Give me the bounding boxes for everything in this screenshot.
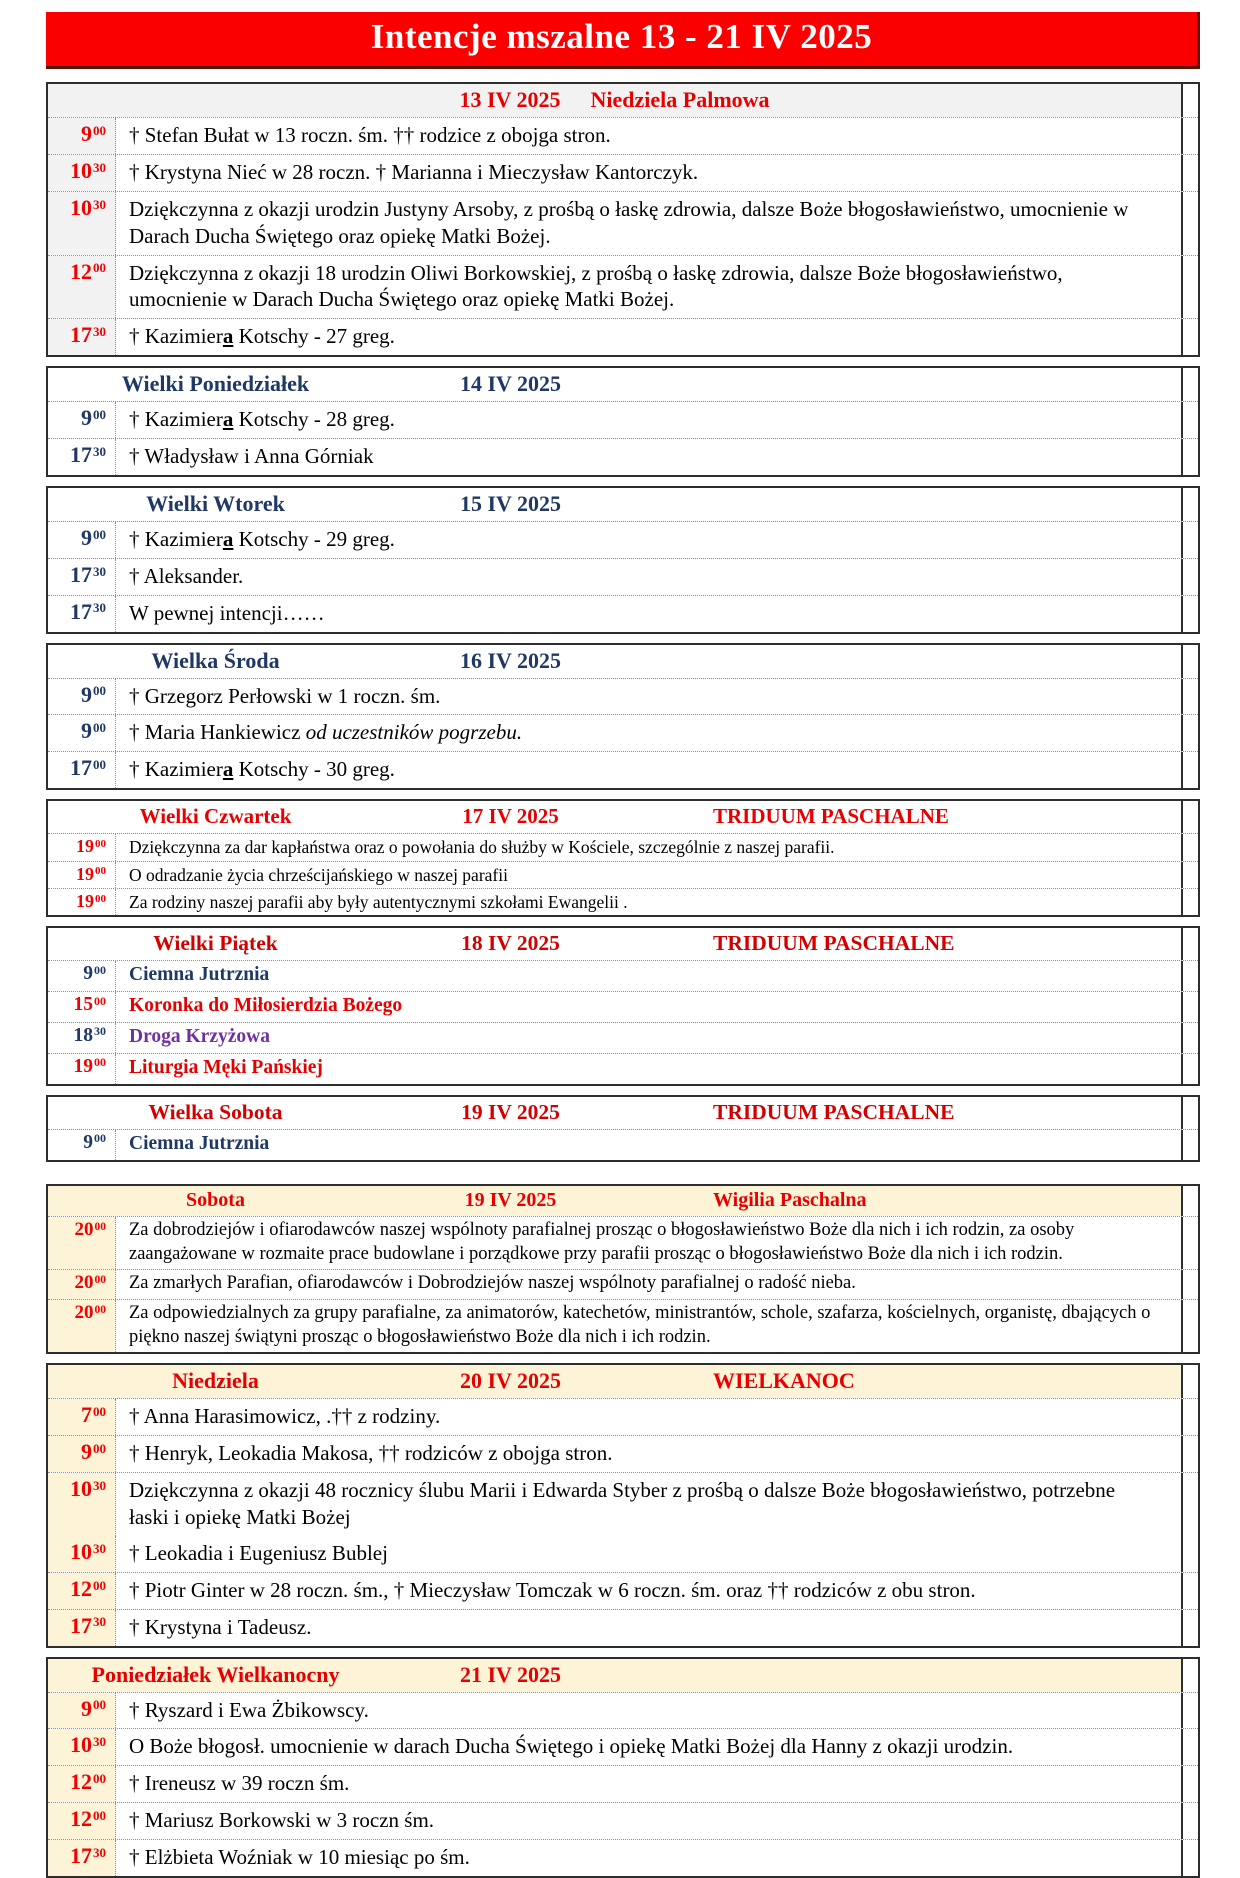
mass-time-hour: 12 <box>70 1769 92 1795</box>
section-date: 16 IV 2025 <box>459 647 562 673</box>
mass-time-hour: 10 <box>70 1732 92 1758</box>
intention-row <box>48 1609 1198 1646</box>
mass-time-hour: 19 <box>76 890 94 911</box>
mass-time-hour: 9 <box>81 681 92 707</box>
section-header <box>48 1659 1198 1692</box>
mass-time <box>48 1217 116 1269</box>
section-header-main <box>48 801 1181 833</box>
intention-row <box>48 888 1198 915</box>
mass-time-hour: 19 <box>76 863 94 884</box>
mass-time-hour: 12 <box>70 258 92 284</box>
right-margin-column <box>1181 1300 1198 1352</box>
mass-time-minutes: 00 <box>95 892 106 905</box>
intention-text: Koronka do Miłosierdzia Bożego <box>129 995 403 1017</box>
right-margin-column <box>1181 928 1198 960</box>
intention-text-segment: Kotschy - 28 greg. <box>233 407 395 432</box>
intention-text-segment: Kotschy - 29 greg. <box>233 526 395 551</box>
intention-row <box>48 714 1198 751</box>
intention-row <box>48 1435 1198 1472</box>
mass-time-hour: 17 <box>70 1843 92 1869</box>
mass-time <box>48 439 116 475</box>
right-margin-column <box>1181 645 1198 678</box>
mass-time-hour: 10 <box>70 194 92 220</box>
section-day-name: Wielka Sobota <box>148 1100 283 1125</box>
mass-time-minutes: 00 <box>94 962 106 977</box>
section-header-main <box>48 488 1181 521</box>
section-header-main <box>48 1659 1181 1692</box>
mass-time-minutes: 30 <box>93 1477 106 1493</box>
mass-time-minutes: 00 <box>93 1807 106 1823</box>
mass-time <box>48 1729 116 1765</box>
mass-time-hour: 15 <box>73 994 93 1016</box>
mass-time <box>48 992 116 1022</box>
section-header-main <box>48 928 1181 960</box>
intention-row <box>48 1692 1198 1729</box>
intention-text: † Stefan Bułat w 13 roczn. śm. †† rodzice z obojga stron. <box>129 123 611 147</box>
section-day-name: Wielki Piątek <box>153 931 278 956</box>
section-extra-label: WIELKANOC <box>713 1368 855 1394</box>
intention-text <box>116 715 1181 751</box>
mass-time <box>48 862 116 888</box>
section-date: 20 IV 2025 <box>459 1368 562 1394</box>
intention-text: † Piotr Ginter w 28 roczn. śm., † Mieczysław Tomczak w 6 roczn. śm. oraz †† rodziców z obu stron. <box>129 1577 976 1602</box>
mass-time-hour: 9 <box>81 524 92 550</box>
intention-text: Za zmarłych Parafian, ofiarodawców i Dobrodziejów naszej wspólnoty parafialnej o radość nieba. <box>129 1273 856 1294</box>
mass-time-hour: 10 <box>70 1476 92 1502</box>
right-margin-column <box>1181 1473 1198 1536</box>
mass-time <box>48 1399 116 1435</box>
right-margin-column <box>1181 801 1198 833</box>
mass-time-hour: 17 <box>70 755 92 781</box>
mass-time <box>48 1610 116 1646</box>
intention-text: Liturgia Męki Pańskiej <box>129 1057 323 1079</box>
mass-time <box>48 1840 116 1876</box>
right-margin-column <box>1181 1270 1198 1299</box>
right-margin-column <box>1181 256 1198 319</box>
section-date: 21 IV 2025 <box>459 1661 562 1687</box>
intention-row <box>48 255 1198 319</box>
mass-time <box>48 402 116 438</box>
section-header-main <box>48 1097 1181 1129</box>
section-header <box>48 801 1198 833</box>
mass-time <box>48 1023 116 1053</box>
right-margin-column <box>1181 192 1198 255</box>
mass-time <box>48 1270 116 1299</box>
mass-time-minutes: 30 <box>93 196 106 212</box>
mass-time <box>48 1436 116 1472</box>
intention-text: † Krystyna Nieć w 28 roczn. † Marianna i Mieczysław Kantorczyk. <box>129 159 699 184</box>
right-margin-column <box>1181 1659 1198 1692</box>
intention-text-segment: † Kazimier <box>129 757 223 782</box>
right-margin-column <box>1181 118 1198 154</box>
right-margin-column <box>1181 834 1198 860</box>
right-margin-column <box>1181 992 1198 1022</box>
mass-time-minutes: 00 <box>93 260 106 276</box>
right-margin-column <box>1181 319 1198 355</box>
mass-time-minutes: 00 <box>94 1131 106 1146</box>
intention-text-segment: Kotschy - 30 greg. <box>233 757 395 782</box>
mass-time-hour: 19 <box>73 1056 93 1078</box>
intention-row <box>48 558 1198 595</box>
mass-time-minutes: 00 <box>93 1404 106 1420</box>
right-margin-column <box>1181 1054 1198 1084</box>
section-date: 14 IV 2025 <box>459 371 562 397</box>
mass-time <box>48 752 116 788</box>
intention-text-segment: a <box>222 407 234 432</box>
intention-text: † Henryk, Leokadia Makosa, †† rodziców z obojga stron. <box>129 1441 613 1466</box>
mass-time-hour: 17 <box>70 442 92 467</box>
section-poniedzialek-wielkanocny <box>46 1657 1200 1878</box>
right-margin-column <box>1181 1766 1198 1802</box>
mass-time <box>48 1573 116 1609</box>
mass-time-minutes: 00 <box>93 1441 106 1457</box>
intention-text: † Ryszard i Ewa Żbikowscy. <box>129 1697 369 1722</box>
intention-text: Ciemna Jutrznia <box>129 964 270 986</box>
section-day-name: Niedziela <box>172 1368 259 1394</box>
right-margin-column <box>1181 862 1198 888</box>
section-header-main <box>48 84 1181 117</box>
section-date: 19 IV 2025 <box>461 1100 560 1125</box>
mass-time-minutes: 00 <box>93 1771 106 1787</box>
mass-time-minutes: 30 <box>93 1844 106 1860</box>
intention-row <box>48 861 1198 888</box>
mass-time-minutes: 00 <box>93 683 106 699</box>
section-header-main <box>48 645 1181 678</box>
mass-time-minutes: 00 <box>94 1273 106 1286</box>
intention-text: Dziękczynna za dar kapłaństwa oraz o powołania do służby w Kościele, szczególnie z naszej parafii. <box>129 837 835 858</box>
intention-row <box>48 1802 1198 1839</box>
mass-time-minutes: 00 <box>94 1055 106 1070</box>
intention-text <box>116 522 1181 558</box>
mass-time <box>48 596 116 632</box>
intention-row <box>48 751 1198 788</box>
right-margin-column <box>1181 1729 1198 1765</box>
mass-time-hour: 18 <box>73 1025 93 1047</box>
intention-text-segment: a <box>222 324 234 349</box>
schedule-sections <box>46 82 1200 1878</box>
section-header <box>48 1186 1198 1216</box>
intention-text: Dziękczynna z okazji 48 rocznicy ślubu Marii i Edwarda Styber z prośbą o dalsze Boże błogosławieństwo, potrzebne łaski i opiekę Matki Bożej <box>129 1478 1116 1530</box>
section-header <box>48 928 1198 960</box>
mass-time <box>48 118 116 154</box>
mass-time <box>48 192 116 255</box>
intention-row <box>48 1839 1198 1876</box>
section-wielka-sobota <box>46 1095 1200 1162</box>
section-date: 18 IV 2025 <box>461 931 560 956</box>
intention-text-segment: † Kazimier <box>129 526 223 551</box>
mass-time <box>48 679 116 715</box>
right-margin-column <box>1181 1536 1198 1572</box>
intention-text: † Władysław i Anna Górniak <box>129 444 374 468</box>
document-title: Intencje mszalne 13 - 21 IV 2025 <box>46 12 1200 69</box>
right-margin-column <box>1181 1186 1198 1216</box>
section-date: 17 IV 2025 <box>462 804 559 829</box>
mass-time-hour: 10 <box>70 1538 92 1564</box>
section-header <box>48 1097 1198 1129</box>
section-header <box>48 488 1198 521</box>
intention-text: † Krystyna i Tadeusz. <box>129 1614 312 1639</box>
intention-text: Ciemna Jutrznia <box>129 1133 270 1155</box>
section-header <box>48 1365 1198 1398</box>
right-margin-column <box>1181 1130 1198 1160</box>
section-date: 19 IV 2025 <box>464 1189 557 1212</box>
mass-time-hour: 9 <box>83 963 93 985</box>
section-header <box>48 645 1198 678</box>
section-day-name: Sobota <box>186 1189 245 1212</box>
mass-time-minutes: 00 <box>93 526 106 542</box>
intention-row <box>48 1216 1198 1269</box>
intention-row <box>48 678 1198 715</box>
intention-row <box>48 117 1198 154</box>
intention-row <box>48 960 1198 991</box>
intention-row <box>48 1728 1198 1765</box>
intention-row <box>48 1572 1198 1609</box>
right-margin-column <box>1181 1610 1198 1646</box>
section-date: 13 IV 2025 <box>459 87 561 112</box>
intention-row <box>48 1398 1198 1435</box>
mass-time <box>48 715 116 751</box>
right-margin-column <box>1181 1803 1198 1839</box>
intention-text-segment: Kotschy - 27 greg. <box>233 324 395 349</box>
mass-time <box>48 522 116 558</box>
right-margin-column <box>1181 1097 1198 1129</box>
section-header-main <box>48 1365 1181 1398</box>
mass-time-minutes: 30 <box>93 563 106 579</box>
right-margin-column <box>1181 1217 1198 1269</box>
right-margin-column <box>1181 155 1198 191</box>
right-margin-column <box>1181 1573 1198 1609</box>
intention-text <box>116 402 1181 438</box>
intention-row <box>48 401 1198 438</box>
section-day-name: Wielki Czwartek <box>139 804 292 829</box>
mass-time-hour: 9 <box>81 121 92 146</box>
intention-row <box>48 438 1198 475</box>
section-day-name: Wielka Środa <box>151 647 280 673</box>
intention-row <box>48 1536 1198 1572</box>
section-wielki-poniedzialek <box>46 366 1200 477</box>
intention-text: † Mariusz Borkowski w 3 roczn śm. <box>129 1808 435 1833</box>
right-margin-column <box>1181 1023 1198 1053</box>
intention-row <box>48 191 1198 255</box>
intention-text-segment: † Kazimier <box>129 407 223 432</box>
section-header <box>48 368 1198 401</box>
mass-time <box>48 889 116 915</box>
mass-time-hour: 19 <box>76 836 94 857</box>
mass-time-minutes: 30 <box>93 159 106 175</box>
mass-time-minutes: 00 <box>94 1220 106 1233</box>
right-margin-column <box>1181 596 1198 632</box>
mass-time <box>48 1130 116 1160</box>
mass-time-hour: 20 <box>74 1219 94 1241</box>
mass-time-hour: 9 <box>81 1439 92 1465</box>
intention-text: Dziękczynna z okazji 18 urodzin Oliwi Borkowskiej, z prośbą o łaskę zdrowia, dalsze Boże błogosławieństwo, umocnienie w Darach Ducha Świętego oraz opiekę Matki Bożej. <box>129 260 1063 312</box>
mass-time-hour: 17 <box>70 598 92 624</box>
mass-time-minutes: 30 <box>93 1734 106 1750</box>
intention-text: O odradzanie życia chrześcijańskiego w naszej parafii <box>129 864 508 885</box>
mass-time <box>48 1803 116 1839</box>
section-wielki-wtorek <box>46 486 1200 634</box>
intention-text: Dziękczynna z okazji urodzin Justyny Arsoby, z prośbą o łaskę zdrowia, dalsze Boże błogosławieństwo, umocnienie w Darach Ducha Świętego oraz opiekę Matki Bożej. <box>129 196 1129 248</box>
mass-time-minutes: 00 <box>93 1577 106 1593</box>
mass-time-hour: 9 <box>81 405 92 431</box>
section-wielkanoc <box>46 1363 1200 1647</box>
mass-time-hour: 17 <box>70 322 92 348</box>
right-margin-column <box>1181 1693 1198 1729</box>
intention-row <box>48 1299 1198 1352</box>
section-day-name: Wielki Wtorek <box>146 490 285 516</box>
mass-time-hour: 12 <box>70 1575 92 1601</box>
mass-time-minutes: 00 <box>93 406 106 422</box>
intention-text-segment: a <box>222 526 234 551</box>
intention-text-segment: † Kazimier <box>129 324 223 349</box>
right-margin-column <box>1181 402 1198 438</box>
right-margin-column <box>1181 522 1198 558</box>
intention-text: † Grzegorz Perłowski w 1 roczn. śm. <box>129 683 441 708</box>
mass-time-minutes: 30 <box>93 1540 106 1556</box>
section-wigilia-paschalna <box>46 1184 1200 1354</box>
right-margin-column <box>1181 368 1198 401</box>
intention-text: † Leokadia i Eugeniusz Bublej <box>129 1540 388 1565</box>
intention-row <box>48 595 1198 632</box>
section-day-name: Wielki Poniedziałek <box>121 371 310 397</box>
mass-time <box>48 1536 116 1572</box>
mass-time-minutes: 30 <box>93 600 106 616</box>
section-extra-label: TRIDUUM PASCHALNE <box>713 804 949 829</box>
section-day-name: Poniedziałek Wielkanocny <box>91 1661 340 1687</box>
intention-row <box>48 1765 1198 1802</box>
mass-time <box>48 1054 116 1084</box>
mass-time <box>48 319 116 355</box>
intention-text: W pewnej intencji…… <box>129 600 325 625</box>
intention-text: Za rodziny naszej parafii aby były autentycznymi szkołami Ewangelii . <box>129 891 628 912</box>
right-margin-column <box>1181 752 1198 788</box>
intention-row <box>48 1129 1198 1160</box>
mass-time-hour: 20 <box>74 1272 94 1294</box>
intention-row <box>48 1269 1198 1299</box>
section-date: 15 IV 2025 <box>459 490 562 516</box>
mass-time-minutes: 30 <box>93 443 106 459</box>
mass-time-minutes: 00 <box>93 720 106 736</box>
intention-text: O Boże błogosł. umocnienie w darach Ducha Świętego i opiekę Matki Bożej dla Hanny z okazji urodzin. <box>129 1734 1014 1759</box>
intention-text: † Ireneusz w 39 roczn śm. <box>129 1771 350 1796</box>
mass-time-hour: 9 <box>81 718 92 744</box>
right-margin-column <box>1181 889 1198 915</box>
intention-row <box>48 521 1198 558</box>
mass-time-minutes: 00 <box>93 122 106 138</box>
intention-row <box>48 1022 1198 1053</box>
mass-time-hour: 17 <box>70 1612 92 1638</box>
intention-row <box>48 154 1198 191</box>
intention-text: † Anna Harasimowicz, .†† z rodziny. <box>129 1404 441 1429</box>
intention-row <box>48 318 1198 355</box>
mass-time <box>48 256 116 319</box>
mass-time-hour: 9 <box>83 1132 93 1154</box>
intention-row <box>48 1472 1198 1536</box>
mass-time <box>48 155 116 191</box>
mass-time-minutes: 00 <box>94 993 106 1008</box>
mass-time <box>48 559 116 595</box>
mass-time <box>48 1473 116 1536</box>
mass-time <box>48 1766 116 1802</box>
mass-time-hour: 7 <box>81 1402 92 1428</box>
section-extra-label: TRIDUUM PASCHALNE <box>713 1100 955 1125</box>
section-header-main <box>48 368 1181 401</box>
intention-row <box>48 991 1198 1022</box>
intention-text: † Aleksander. <box>129 563 244 588</box>
intention-text: Za dobrodziejów i ofiarodawców naszej wspólnoty parafialnej prosząc o błogosławieństwo Boże dla nich i ich rodzin, za osoby zaangażowane w rozmaite prace budowlane i porządkowe przy parafii prosząc o błogosławieństwo Boże dla nich i ich rodzin. <box>129 1220 1075 1264</box>
mass-time-minutes: 00 <box>95 865 106 878</box>
mass-time <box>48 961 116 991</box>
mass-time-minutes: 30 <box>94 1024 106 1039</box>
mass-time-hour: 9 <box>81 1695 92 1721</box>
section-wielki-czwartek <box>46 799 1200 917</box>
section-header-main <box>48 1186 1181 1216</box>
right-margin-column <box>1181 679 1198 715</box>
right-margin-column <box>1181 1436 1198 1472</box>
right-margin-column <box>1181 84 1198 117</box>
right-margin-column <box>1181 488 1198 521</box>
mass-time-hour: 12 <box>70 1806 92 1832</box>
section-extra-label: Wigilia Paschalna <box>713 1189 867 1212</box>
mass-time <box>48 834 116 860</box>
intention-row <box>48 833 1198 860</box>
mass-time-minutes: 30 <box>93 1614 106 1630</box>
section-header <box>48 84 1198 117</box>
right-margin-column <box>1181 1840 1198 1876</box>
section-wielki-piatek <box>46 926 1200 1086</box>
section-wielka-sroda <box>46 643 1200 791</box>
mass-time-minutes: 00 <box>93 1697 106 1713</box>
intention-text-segment: † Maria Hankiewicz <box>129 720 306 745</box>
mass-time-hour: 20 <box>74 1302 94 1324</box>
intention-text: † Elżbieta Woźniak w 10 miesiąc po śm. <box>129 1845 470 1870</box>
right-margin-column <box>1181 559 1198 595</box>
intention-text: Za odpowiedzialnych za grupy parafialne, za animatorów, katechetów, ministrantów, schole, szafarza, kościelnych, organistę, dbających o piękno naszej świątyni prosząc o błogosławieństwo Boże dla nich i ich rodzin. <box>129 1303 1151 1347</box>
intention-text <box>116 752 1181 788</box>
mass-time <box>48 1693 116 1729</box>
section-niedziela-palmowa <box>46 82 1200 357</box>
right-margin-column <box>1181 961 1198 991</box>
intention-text <box>116 319 1181 355</box>
right-margin-column <box>1181 715 1198 751</box>
mass-time-minutes: 00 <box>94 1303 106 1316</box>
section-extra-label: TRIDUUM PASCHALNE <box>713 931 955 956</box>
intention-text-segment: a <box>222 757 234 782</box>
intention-text: Droga Krzyżowa <box>129 1026 270 1048</box>
mass-time-hour: 10 <box>70 157 92 183</box>
right-margin-column <box>1181 1399 1198 1435</box>
section-day-name: Niedziela Palmowa <box>590 87 770 112</box>
mass-time-minutes: 30 <box>93 324 106 340</box>
intention-row <box>48 1053 1198 1084</box>
mass-time-hour: 17 <box>70 561 92 587</box>
intention-text-segment: od uczestników pogrzebu. <box>305 720 523 745</box>
mass-time-minutes: 00 <box>93 757 106 773</box>
right-margin-column <box>1181 439 1198 475</box>
mass-time <box>48 1300 116 1352</box>
right-margin-column <box>1181 1365 1198 1398</box>
mass-time-minutes: 00 <box>95 837 106 850</box>
